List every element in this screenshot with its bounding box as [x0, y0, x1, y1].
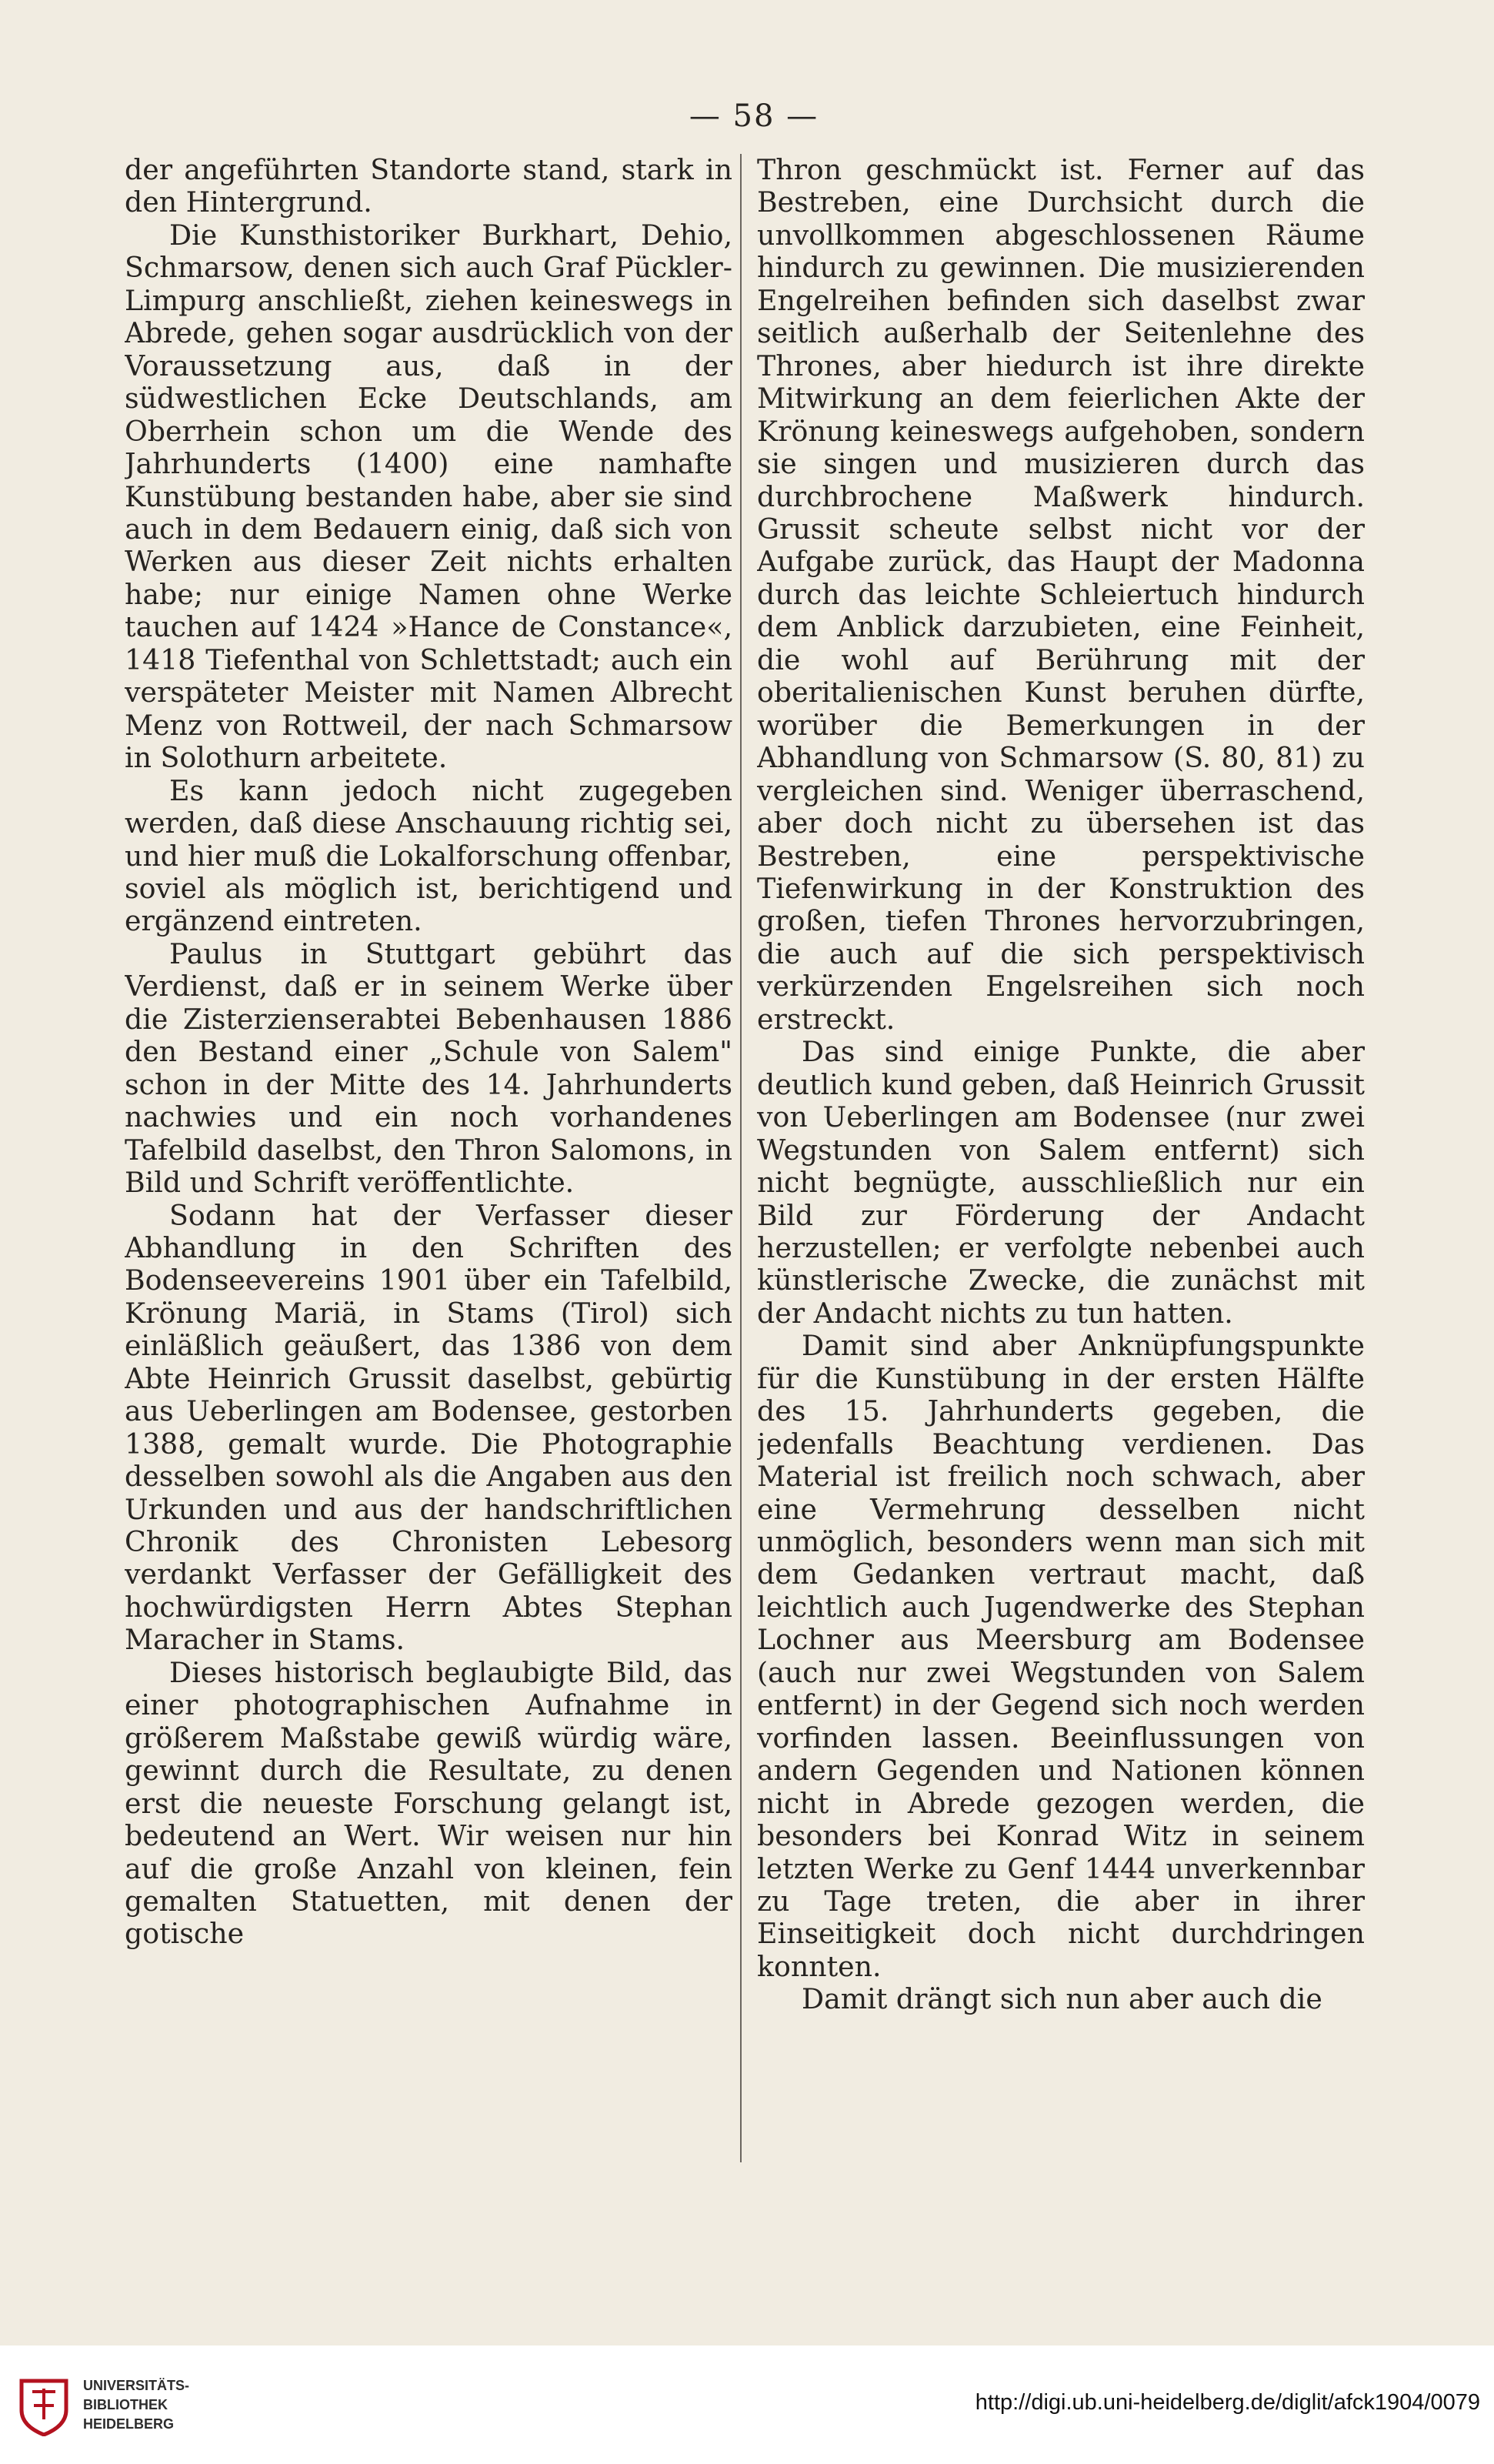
- source-url[interactable]: http://digi.ub.uni-heidelberg.de/diglit/afck1904/0079: [975, 2390, 1480, 2415]
- right-column: [757, 154, 1365, 2170]
- library-footer: [0, 2345, 1494, 2464]
- paragraph: Paulus in Stuttgart gebührt das Verdienst, daß er in seinem Werke über die Zisterzienserabtei Bebenhausen 1886 den Bestand einer „Schule von Salem" schon in der Mitte des 14. Jahrhunderts nachwies und ein noch vorhandenes Tafelbild daselbst, den Thron Salomons, in Bild und Schrift veröffentlichte.: [125, 937, 732, 1200]
- paragraph: Die Kunsthistoriker Burkhart, Dehio, Schmarsow, denen sich auch Graf Pückler-Limpurg anschließt, ziehen keineswegs in Abrede, gehen sogar ausdrücklich von der Voraussetzung aus, daß in der südwestlichen Ecke Deutschlands, am Oberrhein schon um die Wende des Jahrhunderts (1400) eine namhafte Kunstübung bestanden habe, aber sie sind auch in dem Bedauern einig, daß sich von Werken aus dieser Zeit nichts erhalten habe; nur einige Namen ohne Werke tauchen auf 1424 »Hance de Constance«, 1418 Tiefenthal von Schlettstadt; auch ein verspäteter Meister mit Namen Albrecht Menz von Rottweil, der nach Schmarsow in Solothurn arbeitete.: [125, 218, 732, 775]
- institution-line: UNIVERSITÄTS-: [83, 2378, 190, 2393]
- paragraph: Es kann jedoch nicht zugegeben werden, daß diese Anschauung richtig sei, und hier muß die Lokalforschung offenbar, soviel als möglich ist, berichtigend und ergänzend eintreten.: [125, 773, 732, 938]
- institution-line: BIBLIOTHEK: [83, 2397, 168, 2412]
- paragraph: Damit sind aber Anknüpfungspunkte für die Kunstübung in der ersten Hälfte des 15. Jahrhunderts gegeben, die jedenfalls Beachtung verdienen. Das Material ist freilich noch schwach, aber eine Vermehrung desselben nicht unmöglich, besonders wenn man sich mit dem Gedanken vertraut macht, daß leichtlich auch Jugendwerke des Stephan Lochner aus Meersburg am Bodensee (auch nur zwei Wegstunden von Salem entfernt) in der Gegend sich noch werden vorfinden lassen. Beeinflussungen von andern Gegenden und Nationen können nicht in Abrede gezogen werden, die besonders bei Konrad Witz in seinem letzten Werke zu Genf 1444 unverkennbar zu Tage treten, die aber in ihrer Einseitigkeit doch nicht durchdringen konnten.: [757, 1329, 1365, 1983]
- paragraph: Thron geschmückt ist. Ferner auf das Bestreben, eine Durchsicht durch die unvollkommen abgeschlossenen Räume hindurch zu gewinnen. Die musizierenden Engelreihen befinden sich daselbst zwar seitlich außerhalb der Seitenlehne des Thrones, aber hiedurch ist ihre direkte Mitwirkung an dem feierlichen Akte der Krönung keineswegs aufgehoben, sondern sie singen und musizieren durch das durchbrochene Maßwerk hindurch. Grussit scheute selbst nicht vor der Aufgabe zurück, das Haupt der Madonna durch das leichte Schleiertuch hindurch dem Anblick darzubieten, eine Feinheit, die wohl auf Berührung mit der oberitalienischen Kunst beruhen dürfte, worüber die Bemerkungen in der Abhandlung von Schmarsow (S. 80, 81) zu vergleichen sind. Weniger überraschend, aber doch nicht zu übersehen ist das Bestreben, eine perspektivische Tiefenwirkung in der Konstruktion des großen, tiefen Thrones hervorzubringen, die auch auf die sich perspektivisch verkürzenden Engelsreihen sich noch erstreckt.: [757, 154, 1365, 1036]
- paragraph: Das sind einige Punkte, die aber deutlich kund geben, daß Heinrich Grussit von Ueberlingen am Bodensee (nur zwei Wegstunden von Salem entfernt) sich nicht begnügte, ausschließlich nur ein Bild zur Förderung der Andacht herzustellen; er verfolgte nebenbei auch künstlerische Zwecke, die zunächst mit der Andacht nichts zu tun hatten.: [757, 1035, 1365, 1330]
- university-seal-icon: [17, 2375, 71, 2436]
- institution-name: [83, 2376, 189, 2434]
- paragraph: der angeführten Standorte stand, stark in den Hintergrund.: [125, 154, 732, 219]
- paragraph: Damit drängt sich nun aber auch die: [802, 1982, 1322, 2016]
- paragraph: Dieses historisch beglaubigte Bild, das einer photographischen Aufnahme in größerem Maßstabe gewiß würdig wäre, gewinnt durch die Resultate, zu denen erst die neueste Forschung gelangt ist, bedeutend an Wert. Wir weisen nur hin auf die große Anzahl von kleinen, fein gemalten Statuetten, mit denen der gotische: [125, 1655, 732, 1951]
- page-number: — 58 —: [689, 98, 819, 134]
- column-divider: [740, 154, 742, 2162]
- paragraph: Sodann hat der Verfasser dieser Abhandlung in den Schriften des Bodenseevereins 1901 über ein Tafelbild, Krönung Mariä, in Stams (Tirol) sich einläßlich geäußert, das 1386 von dem Abte Heinrich Grussit daselbst, gebürtig aus Ueberlingen am Bodensee, gestorben 1388, gemalt wurde. Die Photographie desselben sowohl als die Angaben aus den Urkunden und aus der handschriftlichen Chronik des Chronisten Lebesorg verdankt Verfasser der Gefälligkeit des hochwürdigsten Herrn Abtes Stephan Maracher in Stams.: [125, 1198, 732, 1657]
- left-column: [125, 154, 732, 2170]
- institution-line: HEIDELBERG: [83, 2416, 175, 2432]
